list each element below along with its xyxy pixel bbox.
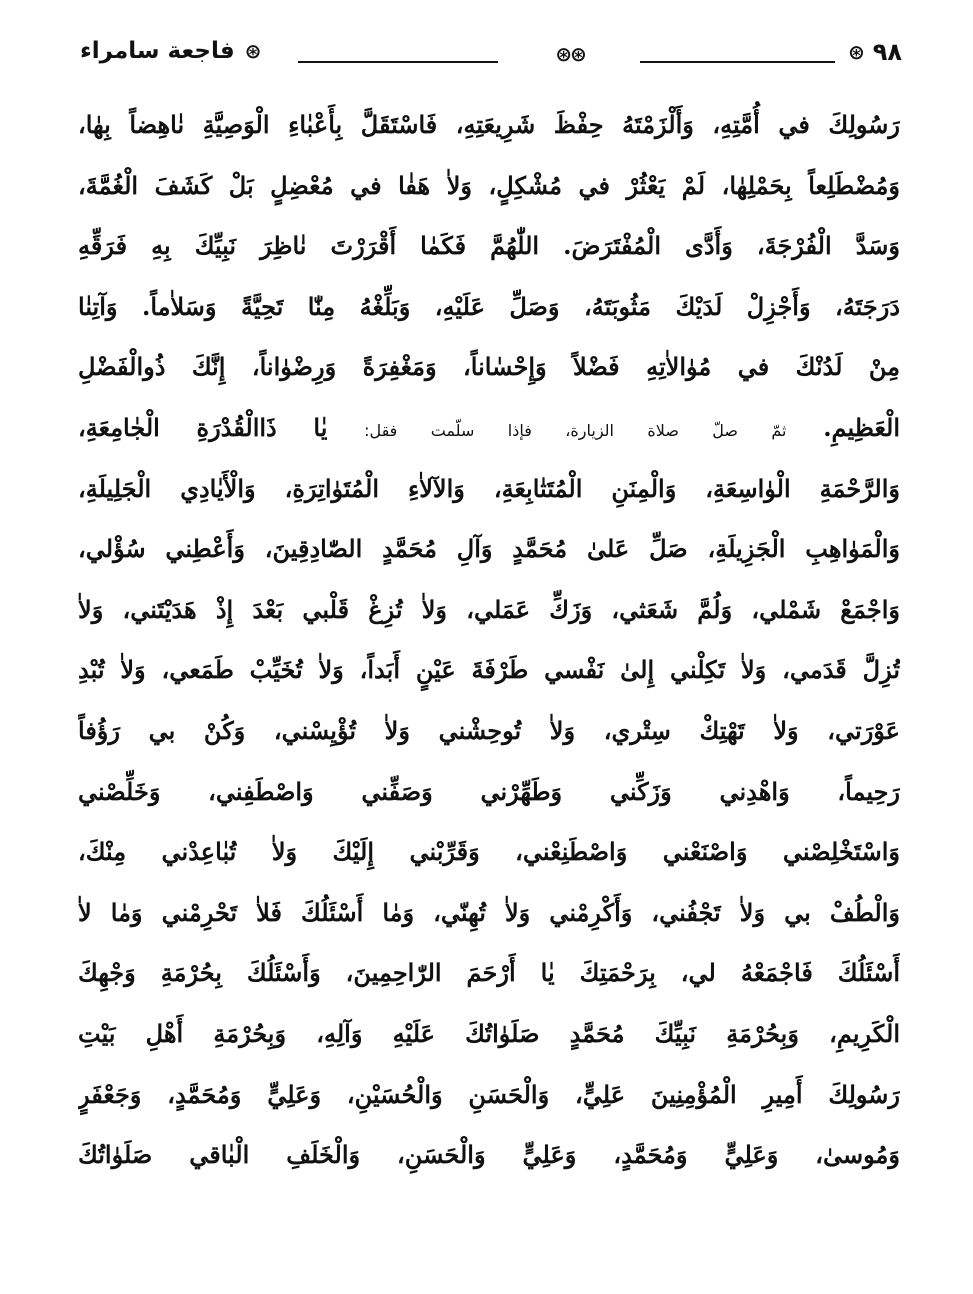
text-line: وَاجْمَعْ شَمْلي، وَلُمَّ شَعَثي، وَزَكِّ عَمَلي، وَلاٰ تُزِغْ قَلْبي بَعْدَ إِذْ هَدَيْتَني، وَلاٰ <box>78 594 900 624</box>
text-line: وَمُوسىٰ، وَعَلِيٍّ وَمُحَمَّدٍ، وَعَلِيٍّ وَالْحَسَنِ، وَالْخَلَفِ الْبٰاقي صَلَوٰاتُكَ <box>78 1140 900 1170</box>
page-number: ٩٨ <box>872 38 902 66</box>
header-center-ornament <box>505 42 635 66</box>
text-line: وَالرَّحْمَةِ الْوٰاسِعَةِ، وَالْمِنَنِ الْمُتَتٰابِعَةِ، وَالآلاٰءِ الْمُتَوٰاتِرَةِ، وَالْأَيٰادِي الْجَلِيلَةِ، <box>78 473 900 503</box>
text-line: رَسُولِكَ أَمِيرِ الْمُؤْمِنِينَ عَلِيٍّ، وَالْحَسَنِ وَالْحُسَيْنِ، وَعَلِيٍّ وَمُحَمَّدٍ، وَجَعْفَرٍ <box>78 1079 900 1109</box>
running-title: فاجعة سامراء <box>80 38 235 64</box>
text-line: عَوْرَتي، وَلاٰ تَهْتِكْ سِتْري، وَلاٰ تُوحِشْني وَلاٰ تُؤْيِسْني، وَكُنْ بي رَؤُفاً <box>78 715 900 745</box>
page-number-group <box>848 38 902 66</box>
running-title-group <box>80 38 259 64</box>
text-line: مِنْ لَدُنْكَ في مُوٰالاٰتِهِ فَضْلاً وَإِحْسٰاناً، وَمَغْفِرَةً وَرِضْوٰاناً، إِنَّكَ ذُوالْفَضْلِ <box>78 352 900 382</box>
header-rule-right <box>640 61 835 63</box>
text-line: وَاسْتَخْلِصْني وَاصْنَعْني وَاصْطَنِعْني، وَقَرِّبْني إِلَيْكَ وَلاٰ تُبٰاعِدْني مِنْكَ، <box>78 837 900 867</box>
ornament-right-icon: ⊛ <box>847 40 863 64</box>
text-line: أَسْئَلُكَ فَاجْمَعْهُ لي، بِرَحْمَتِكَ يٰا أَرْحَمَ الرّٰاحِمِينَ، وَأَسْئَلُكَ بِحُرْمَةِ وَجْهِكَ <box>78 958 900 988</box>
header-rule-left <box>298 61 498 63</box>
text-line-with-note: الْعَظِيمِ. ثمّ صلّ صلاة الزيارة، فإذا سلّمت فقل: يٰا ذَاالْقُدْرَةِ الْجٰامِعَةِ، <box>78 412 900 442</box>
page-header <box>80 28 902 84</box>
text-line: الْكَرِيمِ، وَبِحُرْمَةِ نَبِيِّكَ مُحَمَّدٍ صَلَوٰاتُكَ عَلَيْهِ وَآلِهِ، وَبِحُرْمَةِ أَهْلِ بَيْتِ <box>78 1018 900 1048</box>
text-line: وَالْطُفْ بي وَلاٰ تَجْفُني، وَأَكْرِمْني وَلاٰ تُهِنّي، وَمٰا أَسْئَلُكَ فَلاٰ تَحْرِمْني وَمٰا لاٰ <box>78 897 900 927</box>
text-line: وَمُضْطَلِعاً بِحَمْلِهٰا، لَمْ يَعْثُرْ في مُشْكِلٍ، وَلاٰ هَفٰا في مُعْضِلٍ بَلْ كَشَفَ الْغُمَّةَ، <box>78 170 900 200</box>
ornament-center-icon: ⊛⊛ <box>555 42 585 66</box>
text-line: دَرَجَتَهُ، وَأَجْزِلْ لَدَيْكَ مَثُوبَتَهُ، وَصَلِّ عَلَيْهِ، وَبَلِّغْهُ مِنّٰا تَحِيَّةً وَسَلاٰماً. وَآتِنٰا <box>78 291 900 321</box>
prayer-text <box>78 95 900 1186</box>
text-line: رَسُولِكَ في أُمَّتِهِ، وَأَلْزَمْتَهُ حِفْظَ شَرِيعَتِهِ، فَاسْتَقَلَّ بِأَعْبٰاءِ الْوَصِيَّةِ نٰاهِضاً بِهٰا، <box>78 110 900 139</box>
text-line: رَحِيماً، وَاهْدِني وَزَكِّني وَطَهِّرْني وَصَفِّني وَاصْطَفِني، وَخَلِّصْني <box>78 776 900 806</box>
instruction-note: ثمّ صلّ صلاة الزيارة، فإذا سلّمت فقل: <box>364 420 787 440</box>
text-line: تُزِلَّ قَدَمي، وَلاٰ تَكِلْني إِلىٰ نَفْسي طَرْفَةَ عَيْنٍ أَبَداً، وَلاٰ تُخَيِّبْ طَمَعي، وَلاٰ تُبْدِ <box>78 655 900 685</box>
text-line: وَسَدَّ الْفُرْجَةَ، وَأَدَّى الْمُفْتَرَضَ. اللّٰهُمَّ فَكَمٰا أَقْرَرْتَ نٰاظِرَ نَبِيِّكَ بِهِ فَرَقِّهِ <box>78 231 900 261</box>
ornament-left-icon: ⊛ <box>244 39 260 63</box>
text-line: وَالْمَوٰاهِبِ الْجَزِيلَةِ، صَلِّ عَلىٰ مُحَمَّدٍ وَآلِ مُحَمَّدٍ الصّٰادِقِينَ، وَأَعْطِني سُؤْلي، <box>78 534 900 564</box>
